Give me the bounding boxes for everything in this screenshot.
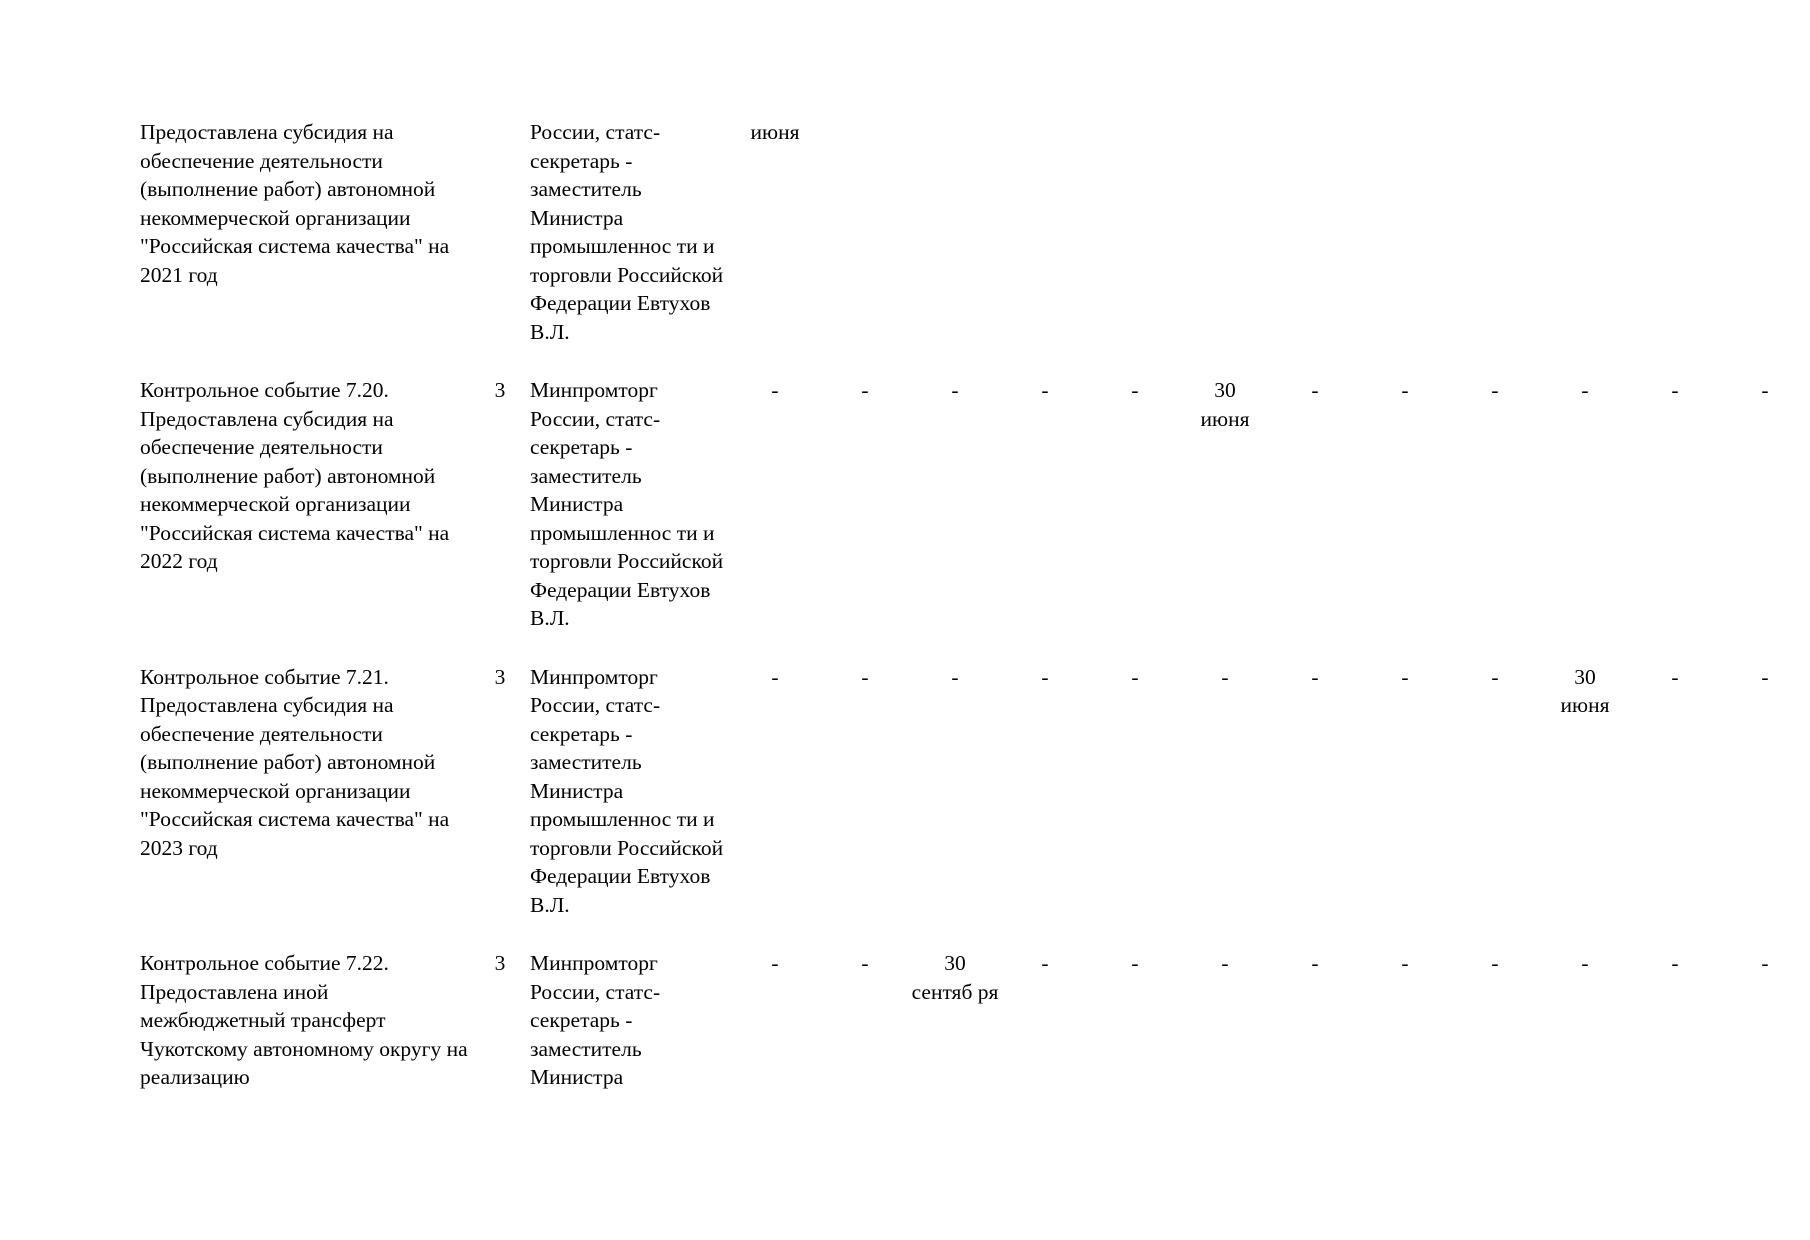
row-month-2	[820, 663, 910, 920]
month-7-day: -	[1311, 378, 1319, 402]
row-month-7	[1270, 376, 1360, 633]
month-1-day: -	[771, 378, 779, 402]
row-month-11	[1630, 118, 1720, 346]
row-month-8	[1360, 118, 1450, 346]
row-month-2	[820, 376, 910, 633]
row-month-5	[1090, 949, 1180, 1092]
month-9-day: -	[1491, 664, 1499, 689]
month-6-day: -	[1221, 664, 1229, 689]
row-month-9	[1450, 118, 1540, 346]
row-level: 3	[494, 664, 506, 689]
row-month-8	[1360, 949, 1450, 1092]
row-gap	[140, 633, 1810, 663]
month-2-day: -	[861, 378, 869, 402]
row-month-9	[1450, 376, 1540, 633]
month-11-day: -	[1671, 951, 1679, 975]
month-12-day: -	[1761, 951, 1769, 975]
month-12-day: -	[1761, 378, 1769, 402]
row-name: Предоставлена субсидия на обеспечение деятельности (выполнение работ) автономной некоммерческой организации "Российская система качества" на 2021 год	[140, 120, 450, 287]
row-month-10	[1540, 949, 1630, 1092]
month-1-day: -	[771, 951, 779, 975]
month-10-day: -	[1581, 378, 1589, 402]
row-responsible: Минпромторг России, статс-секретарь - заместитель Министра промышленнос ти и торговли Российской Федерации Евтухов В.Л.	[530, 378, 724, 630]
table-row	[140, 663, 1810, 920]
month-11-day: -	[1671, 378, 1679, 402]
month-10-day: 30	[1574, 664, 1596, 689]
row-month-10	[1540, 118, 1630, 346]
row-month-1	[730, 118, 820, 346]
row-name: Контрольное событие 7.20. Предоставлена субсидия на обеспечение деятельности (выполнение работ) автономной некоммерческой организации "Российская система качества" на 2022 год	[140, 378, 450, 573]
table-row	[140, 118, 1810, 346]
row-month-10	[1540, 376, 1630, 633]
row-responsible: Минпромторг России, статс-секретарь - заместитель Министра	[530, 951, 661, 1089]
row-month-5	[1090, 376, 1180, 633]
month-6-day: 30	[1214, 378, 1236, 402]
row-month-6	[1180, 949, 1270, 1092]
row-month-1	[730, 949, 820, 1092]
month-2-day: -	[861, 664, 869, 689]
month-4-day: -	[1041, 951, 1049, 975]
row-month-3	[910, 118, 1000, 346]
month-4-day: -	[1041, 664, 1049, 689]
row-month-12	[1720, 949, 1810, 1092]
row-month-9	[1450, 949, 1540, 1092]
month-1-day: -	[771, 664, 779, 689]
row-month-11	[1630, 949, 1720, 1092]
month-10-day: -	[1581, 951, 1589, 975]
row-level	[470, 118, 530, 346]
row-month-2	[820, 949, 910, 1092]
month-10-name: июня	[1560, 693, 1610, 717]
row-month-7	[1270, 663, 1360, 920]
row-level: 3	[494, 951, 506, 975]
table-row	[140, 949, 1810, 1092]
row-month-10	[1540, 663, 1630, 920]
row-month-7	[1270, 118, 1360, 346]
row-month-5	[1090, 118, 1180, 346]
row-month-12	[1720, 376, 1810, 633]
month-9-day: -	[1491, 951, 1499, 975]
row-month-1	[730, 663, 820, 920]
row-month-4	[1000, 949, 1090, 1092]
month-9-day: -	[1491, 378, 1499, 402]
month-7-day: -	[1311, 664, 1319, 689]
month-5-day: -	[1131, 378, 1139, 402]
row-month-4	[1000, 118, 1090, 346]
month-3-day: -	[951, 664, 959, 689]
row-month-2	[820, 118, 910, 346]
row-month-7	[1270, 949, 1360, 1092]
month-1-name: июня	[750, 120, 800, 144]
row-month-3	[910, 949, 1000, 1092]
month-8-day: -	[1401, 951, 1409, 975]
month-6-name: июня	[1200, 406, 1250, 431]
row-responsible: России, статс-секретарь - заместитель Министра промышленнос ти и торговли Российской Федерации Евтухов В.Л.	[530, 120, 724, 344]
month-2-day: -	[861, 951, 869, 975]
row-month-4	[1000, 376, 1090, 633]
row-month-6	[1180, 663, 1270, 920]
row-month-8	[1360, 376, 1450, 633]
month-4-day: -	[1041, 378, 1049, 402]
month-6-day: -	[1221, 951, 1229, 975]
row-month-8	[1360, 663, 1450, 920]
row-gap	[140, 919, 1810, 949]
plan-table	[140, 118, 1810, 1092]
row-month-9	[1450, 663, 1540, 920]
row-month-12	[1720, 663, 1810, 920]
row-month-6	[1180, 118, 1270, 346]
row-name: Контрольное событие 7.21. Предоставлена субсидия на обеспечение деятельности (выполнение работ) автономной некоммерческой организации "Российская система качества" на 2023 год	[140, 664, 450, 860]
month-12-day: -	[1761, 664, 1769, 689]
month-7-day: -	[1311, 951, 1319, 975]
month-5-day: -	[1131, 951, 1139, 975]
row-responsible: Минпромторг России, статс-секретарь - заместитель Министра промышленнос ти и торговли Российской Федерации Евтухов В.Л.	[530, 664, 724, 917]
month-8-day: -	[1401, 378, 1409, 402]
row-month-11	[1630, 376, 1720, 633]
month-8-day: -	[1401, 664, 1409, 689]
month-3-name: сентяб ря	[911, 979, 999, 1004]
row-month-11	[1630, 663, 1720, 920]
month-3-day: 30	[944, 951, 966, 975]
table-row	[140, 376, 1810, 633]
row-name: Контрольное событие 7.22. Предоставлена иной межбюджетный трансферт Чукотскому автономному округу на реализацию	[140, 951, 468, 1089]
month-3-day: -	[951, 378, 959, 402]
row-month-12	[1720, 118, 1810, 346]
row-month-6	[1180, 376, 1270, 633]
row-month-5	[1090, 663, 1180, 920]
month-5-day: -	[1131, 664, 1139, 689]
row-month-1	[730, 376, 820, 633]
row-month-3	[910, 376, 1000, 633]
row-gap	[140, 346, 1810, 376]
row-month-4	[1000, 663, 1090, 920]
row-month-3	[910, 663, 1000, 920]
row-level: 3	[494, 378, 506, 402]
month-11-day: -	[1671, 664, 1679, 689]
